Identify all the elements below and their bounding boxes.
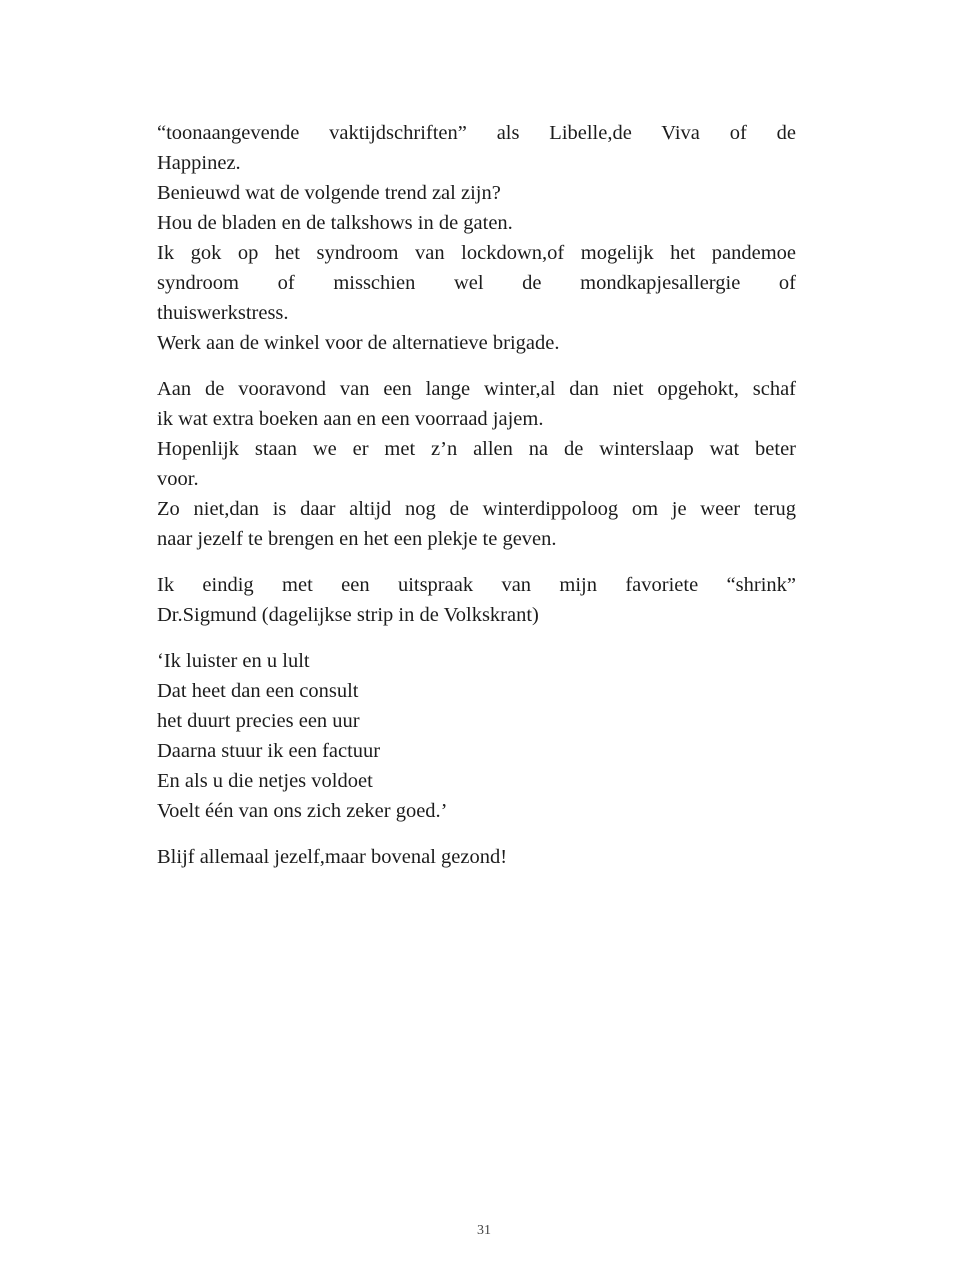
paragraph [157, 646, 796, 826]
text-line: Blijf allemaal jezelf,maar bovenal gezond! [157, 846, 508, 868]
text-line: ik wat extra boeken aan en een voorraad jajem. [157, 408, 544, 430]
text-line: syndroom of misschien wel de mondkapjesallergie of [157, 272, 796, 294]
text-line: Ik gok op het syndroom van lockdown,of mogelijk het pandemoe [157, 242, 796, 264]
paragraph [157, 842, 796, 872]
text-line: Voelt één van ons zich zeker goed.’ [157, 800, 448, 822]
text-line: Zo niet,dan is daar altijd nog de winterdippoloog om je weer terug [157, 498, 796, 520]
text-line: “toonaangevende vaktijdschriften” als Libelle,de Viva of de [157, 122, 796, 144]
text-line: Hou de bladen en de talkshows in de gaten. [157, 212, 513, 234]
paragraph [157, 374, 796, 554]
body-text [157, 118, 796, 888]
text-line: Benieuwd wat de volgende trend zal zijn? [157, 182, 501, 204]
paragraph [157, 118, 796, 358]
text-line: Hopenlijk staan we er met z’n allen na de winterslaap wat beter [157, 438, 796, 460]
text-line: Aan de vooravond van een lange winter,al dan niet opgehokt, schaf [157, 378, 796, 400]
text-line: het duurt precies een uur [157, 710, 360, 732]
paragraph [157, 570, 796, 630]
text-line: En als u die netjes voldoet [157, 770, 373, 792]
text-line: voor. [157, 468, 199, 490]
text-line: Happinez. [157, 152, 241, 174]
text-line: ‘Ik luister en u lult [157, 650, 310, 672]
text-line: Dat heet dan een consult [157, 680, 359, 702]
text-line: Ik eindig met een uitspraak van mijn favoriete “shrink” [157, 574, 796, 596]
text-line: Daarna stuur ik een factuur [157, 740, 381, 762]
text-line: Dr.Sigmund (dagelijkse strip in de Volkskrant) [157, 604, 539, 626]
text-line: Werk aan de winkel voor de alternatieve brigade. [157, 332, 560, 354]
text-line: naar jezelf te brengen en het een plekje te geven. [157, 528, 557, 550]
page-number: 31 [477, 1223, 491, 1238]
text-line: thuiswerkstress. [157, 302, 289, 324]
